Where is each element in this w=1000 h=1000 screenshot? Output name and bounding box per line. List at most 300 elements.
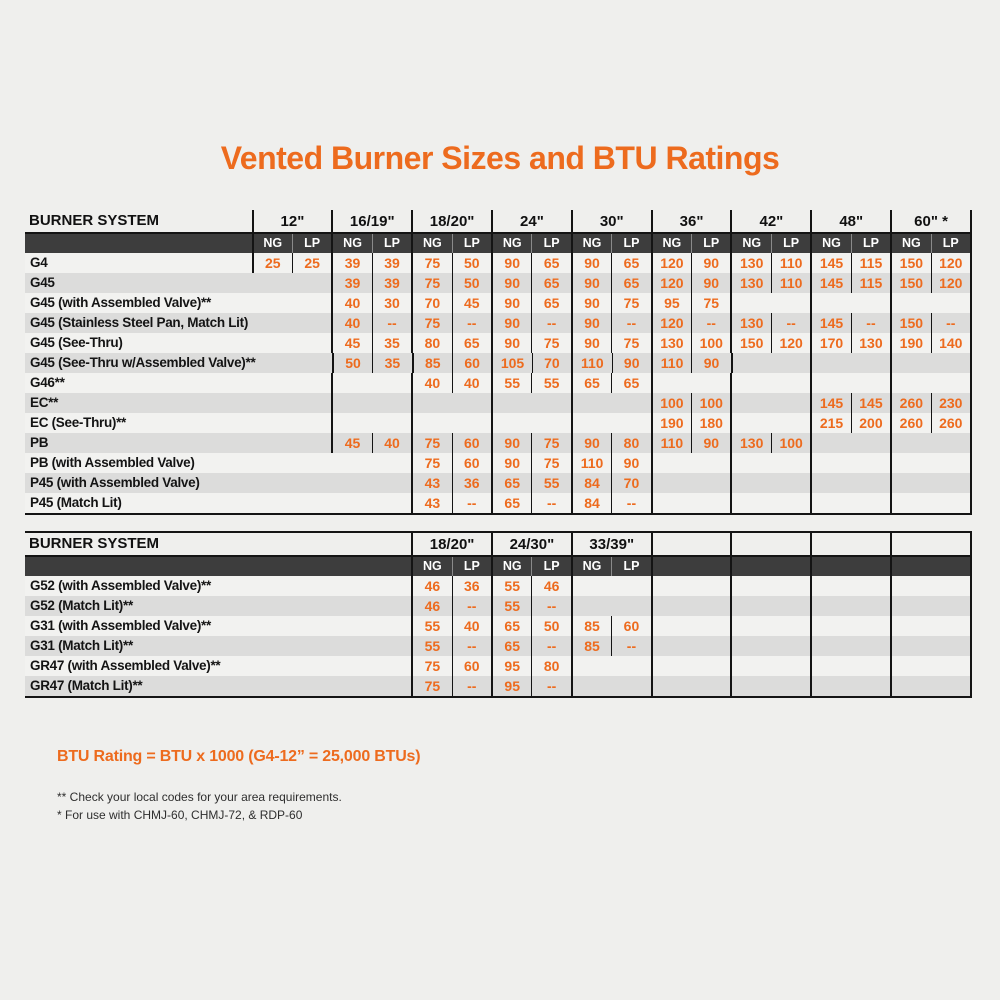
- ng-value-cell: [653, 473, 691, 493]
- lp-value-cell: --: [452, 676, 491, 696]
- value-group: [252, 333, 332, 353]
- lp-value-cell: [931, 493, 970, 513]
- value-group: [730, 596, 810, 616]
- value-group: [810, 656, 890, 676]
- size-header-cell: [810, 533, 890, 555]
- ng-value-cell: 110: [660, 355, 684, 371]
- ng-value-cell: 45: [344, 335, 361, 351]
- ng-value-cell: [812, 473, 850, 493]
- ng-value-cell: 90: [584, 295, 600, 311]
- table-row: [25, 273, 970, 293]
- value-group: [810, 313, 890, 333]
- lp-value-cell: [931, 616, 970, 636]
- value-group: [810, 433, 890, 453]
- lp-value-cell: [691, 473, 730, 493]
- lp-header-cell: LP: [851, 234, 890, 253]
- ng-value-cell: 120: [660, 315, 684, 331]
- lp-value-cell: 65: [452, 333, 491, 353]
- ng-value-cell: [653, 616, 691, 636]
- value-group: [810, 373, 890, 393]
- value-group: [730, 253, 810, 273]
- burner-name-cell: G45: [30, 275, 55, 290]
- ng-value-cell: 90: [504, 335, 520, 351]
- ng-value-cell: 55: [504, 578, 520, 594]
- ng-value-cell: 75: [424, 275, 441, 291]
- lp-value-cell: 100: [691, 333, 730, 353]
- subheader-group: [890, 234, 970, 253]
- lp-value-cell: [531, 393, 570, 413]
- ng-value-cell: 55: [504, 598, 520, 614]
- value-group: [411, 333, 491, 353]
- lp-value-cell: [931, 293, 970, 313]
- burner-name-cell: G46**: [30, 375, 65, 390]
- table-row: [25, 253, 970, 273]
- ng-value-cell: 55: [504, 375, 520, 391]
- lp-value-cell: 120: [771, 333, 810, 353]
- ng-header-cell: NG: [502, 236, 522, 250]
- lp-value-cell: [372, 413, 411, 433]
- table-row: [25, 576, 970, 596]
- value-group: [571, 616, 651, 636]
- lp-value-cell: [851, 293, 890, 313]
- table-header-row: [25, 210, 970, 234]
- ng-value-cell: [812, 676, 850, 696]
- ng-value-cell: [892, 616, 930, 636]
- ng-value-cell: [493, 393, 531, 413]
- size-header-cell: 42": [730, 210, 810, 232]
- value-group: [890, 636, 970, 656]
- lp-value-cell: 35: [372, 333, 411, 353]
- ng-value-cell: [653, 576, 691, 596]
- value-group: [491, 616, 571, 636]
- value-group: [491, 273, 571, 293]
- ng-value-cell: [732, 293, 770, 313]
- value-group: [411, 453, 491, 473]
- ng-value-cell: [573, 676, 611, 696]
- lp-value-cell: [851, 656, 890, 676]
- value-group: [571, 493, 651, 513]
- ng-value-cell: 90: [504, 455, 520, 471]
- lp-value-cell: [372, 493, 411, 513]
- ng-value-cell: [732, 676, 770, 696]
- lp-value-cell: [372, 393, 411, 413]
- ng-value-cell: [573, 596, 611, 616]
- ng-value-cell: 50: [345, 355, 361, 371]
- lp-value-cell: [691, 453, 730, 473]
- lp-value-cell: 46: [531, 576, 570, 596]
- subheader-spacer: [25, 234, 252, 253]
- lp-value-cell: 75: [611, 333, 650, 353]
- ng-value-cell: 45: [344, 435, 361, 451]
- lp-value-cell: 36: [452, 473, 491, 493]
- lp-value-cell: 70: [611, 473, 650, 493]
- table-row: [25, 293, 970, 313]
- ng-value-cell: [732, 393, 770, 413]
- value-group: [731, 353, 811, 373]
- value-group: [730, 373, 810, 393]
- ng-value-cell: [892, 433, 930, 453]
- ng-value-cell: [653, 493, 691, 513]
- burner-name-cell: PB (with Assembled Valve): [30, 455, 195, 470]
- value-group: [571, 333, 651, 353]
- ng-value-cell: 260: [899, 415, 924, 431]
- ng-value-cell: 150: [899, 255, 924, 271]
- lp-value-cell: [611, 656, 650, 676]
- value-group: [890, 353, 970, 373]
- value-group: [571, 353, 651, 373]
- value-group: [810, 273, 890, 293]
- ng-value-cell: 130: [740, 315, 764, 331]
- lp-value-cell: [851, 596, 890, 616]
- value-group: [252, 273, 332, 293]
- lp-header-cell: LP: [691, 234, 730, 253]
- value-group: [651, 656, 731, 676]
- lp-value-cell: [372, 453, 411, 473]
- ng-value-cell: [892, 656, 930, 676]
- value-group: [651, 253, 731, 273]
- ng-value-cell: 75: [424, 435, 441, 451]
- ng-value-cell: [812, 576, 850, 596]
- lp-value-cell: 55: [531, 473, 570, 493]
- vented-burner-table-1: [25, 210, 972, 515]
- subheader-group: [411, 557, 491, 576]
- lp-value-cell: [851, 576, 890, 596]
- lp-value-cell: [771, 453, 810, 473]
- size-header-cell: 12": [252, 210, 332, 232]
- value-group: [810, 393, 890, 413]
- value-group: [571, 293, 651, 313]
- table-row: [25, 373, 970, 393]
- lp-value-cell: [771, 616, 810, 636]
- ng-value-cell: [653, 676, 691, 696]
- ng-value-cell: 84: [584, 495, 600, 511]
- lp-value-cell: [931, 636, 970, 656]
- ng-value-cell: 80: [424, 335, 441, 351]
- value-group: [411, 253, 491, 273]
- value-group: [411, 393, 491, 413]
- value-group: [571, 273, 651, 293]
- ng-value-cell: [732, 413, 770, 433]
- lp-value-cell: [851, 353, 890, 373]
- ng-header-cell: NG: [742, 236, 762, 250]
- value-group: [411, 636, 491, 656]
- burner-name-cell: G45 (See-Thru w/Assembled Valve)**: [30, 355, 256, 370]
- lp-value-cell: --: [611, 636, 650, 656]
- value-group: [331, 493, 411, 513]
- ng-header-cell: NG: [423, 559, 442, 573]
- ng-value-cell: 55: [424, 638, 441, 654]
- ng-header-cell: NG: [263, 236, 283, 250]
- lp-value-cell: [691, 656, 730, 676]
- value-group: [252, 373, 332, 393]
- ng-value-cell: 190: [660, 415, 684, 431]
- value-group: [491, 676, 571, 696]
- lp-value-cell: 115: [851, 273, 890, 293]
- lp-value-cell: [771, 656, 810, 676]
- lp-value-cell: [372, 373, 411, 393]
- lp-header-cell: LP: [531, 234, 570, 253]
- lp-value-cell: [292, 333, 331, 353]
- lp-value-cell: [452, 413, 491, 433]
- value-group: [411, 656, 491, 676]
- value-group: [331, 333, 411, 353]
- ng-value-cell: [812, 596, 850, 616]
- lp-value-cell: 55: [531, 373, 570, 393]
- value-group: [890, 273, 970, 293]
- table-row: [25, 333, 970, 353]
- ng-value-cell: [653, 656, 691, 676]
- subheader-group: [730, 557, 810, 576]
- value-group: [890, 293, 970, 313]
- value-group: [730, 413, 810, 433]
- lp-value-cell: --: [691, 313, 730, 333]
- value-group: [411, 493, 491, 513]
- lp-value-cell: [931, 596, 970, 616]
- ng-value-cell: [653, 636, 691, 656]
- ng-value-cell: [333, 493, 371, 513]
- value-group: [252, 453, 332, 473]
- value-group: [571, 636, 651, 656]
- subheader-group: [491, 234, 571, 253]
- value-group: [491, 636, 571, 656]
- value-group: [571, 473, 651, 493]
- value-group: [890, 373, 970, 393]
- lp-header-cell: LP: [372, 234, 411, 253]
- ng-header-cell: NG: [423, 236, 442, 250]
- value-group: [252, 413, 332, 433]
- ng-value-cell: [653, 596, 691, 616]
- value-group: [810, 576, 890, 596]
- ng-value-cell: [812, 373, 850, 393]
- value-group: [331, 433, 411, 453]
- ng-value-cell: 90: [504, 255, 520, 271]
- ng-value-cell: 75: [424, 678, 441, 694]
- subheader-bar: [25, 557, 970, 576]
- size-header-cell: 36": [651, 210, 731, 232]
- value-group: [890, 493, 970, 513]
- lp-value-cell: 65: [611, 253, 650, 273]
- lp-value-cell: 180: [691, 413, 730, 433]
- ng-value-cell: 110: [660, 435, 684, 451]
- value-group: [411, 596, 491, 616]
- value-group: [730, 656, 810, 676]
- ng-value-cell: [812, 433, 850, 453]
- burner-name-cell: EC (See-Thru)**: [30, 415, 127, 430]
- ng-value-cell: 120: [660, 275, 684, 291]
- lp-header-cell: LP: [611, 557, 650, 576]
- lp-value-cell: 120: [931, 253, 970, 273]
- ng-value-cell: 85: [584, 638, 600, 654]
- lp-value-cell: 65: [531, 293, 570, 313]
- value-group: [491, 333, 571, 353]
- page-title: Vented Burner Sizes and BTU Ratings: [220, 140, 780, 176]
- table-row: [25, 473, 970, 493]
- lp-value-cell: 110: [771, 273, 810, 293]
- ng-value-cell: [892, 293, 930, 313]
- value-group: [331, 413, 411, 433]
- ng-value-cell: [892, 636, 930, 656]
- size-header-cell: 16/19": [331, 210, 411, 232]
- ng-value-cell: 70: [424, 295, 441, 311]
- value-group: [651, 393, 731, 413]
- value-group: [571, 253, 651, 273]
- ng-value-cell: 130: [740, 255, 764, 271]
- lp-header-cell: LP: [771, 234, 810, 253]
- value-group: [651, 453, 731, 473]
- value-group: [252, 293, 332, 313]
- burner-name-cell: G52 (Match Lit)**: [30, 598, 133, 613]
- value-group: [252, 433, 332, 453]
- table-row: [25, 616, 970, 636]
- ng-value-cell: [653, 373, 691, 393]
- ng-value-cell: 95: [664, 295, 680, 311]
- value-group: [252, 493, 332, 513]
- lp-value-cell: 40: [452, 616, 491, 636]
- value-group: [890, 333, 970, 353]
- lp-value-cell: [531, 413, 570, 433]
- ng-value-cell: [892, 596, 930, 616]
- lp-value-cell: --: [851, 313, 890, 333]
- ng-value-cell: [254, 333, 292, 353]
- lp-value-cell: [931, 676, 970, 696]
- ng-value-cell: 39: [344, 255, 361, 271]
- lp-value-cell: --: [452, 636, 491, 656]
- ng-value-cell: [254, 313, 292, 333]
- value-group: [890, 413, 970, 433]
- value-group: [571, 656, 651, 676]
- burner-system-header: BURNER SYSTEM: [29, 535, 160, 552]
- value-group: [571, 313, 651, 333]
- lp-value-cell: [292, 433, 331, 453]
- ng-header-cell: NG: [662, 236, 682, 250]
- lp-value-cell: 100: [771, 433, 810, 453]
- lp-value-cell: 90: [691, 353, 730, 373]
- lp-value-cell: 50: [531, 616, 570, 636]
- lp-value-cell: 45: [452, 293, 491, 313]
- lp-value-cell: [372, 473, 411, 493]
- ng-value-cell: 75: [424, 255, 441, 271]
- lp-value-cell: [691, 576, 730, 596]
- subheader-group: [651, 234, 731, 253]
- value-group: [331, 313, 411, 333]
- value-group: [651, 576, 731, 596]
- subheader-bar: [25, 234, 970, 253]
- ng-value-cell: 85: [584, 618, 600, 634]
- table-row: [25, 453, 970, 473]
- value-group: [331, 293, 411, 313]
- value-group: [730, 676, 810, 696]
- footnote-local-codes: ** Check your local codes for your area requirements.: [57, 790, 342, 804]
- lp-value-cell: 60: [452, 353, 491, 373]
- value-group: [571, 393, 651, 413]
- value-group: [491, 596, 571, 616]
- value-group: [571, 676, 651, 696]
- lp-value-cell: [292, 353, 331, 373]
- lp-header-cell: LP: [452, 234, 491, 253]
- lp-value-cell: --: [771, 313, 810, 333]
- value-group: [651, 373, 731, 393]
- burner-name-cell: P45 (Match Lit): [30, 495, 122, 510]
- btu-rating-note: BTU Rating = BTU x 1000 (G4-12” = 25,000 BTUs): [57, 748, 421, 765]
- ng-header-cell: NG: [582, 236, 602, 250]
- value-group: [890, 433, 970, 453]
- ng-value-cell: 90: [584, 275, 600, 291]
- ng-value-cell: 90: [584, 315, 600, 331]
- value-group: [730, 293, 810, 313]
- value-group: [252, 313, 332, 333]
- lp-value-cell: 75: [691, 293, 730, 313]
- value-group: [890, 253, 970, 273]
- lp-value-cell: [851, 676, 890, 696]
- value-group: [890, 453, 970, 473]
- value-group: [651, 433, 731, 453]
- ng-value-cell: [254, 413, 292, 433]
- value-group: [331, 453, 411, 473]
- burner-name-cell: G4: [30, 255, 48, 270]
- value-group: [411, 293, 491, 313]
- ng-value-cell: 65: [504, 495, 520, 511]
- ng-header-cell: NG: [901, 236, 921, 250]
- ng-value-cell: [892, 493, 930, 513]
- lp-value-cell: [931, 453, 970, 473]
- lp-value-cell: [851, 453, 890, 473]
- value-group: [730, 453, 810, 473]
- value-group: [651, 313, 731, 333]
- value-group: [412, 353, 492, 373]
- value-group: [491, 253, 571, 273]
- lp-value-cell: 120: [931, 273, 970, 293]
- value-group: [571, 413, 651, 433]
- size-header-cell: 30": [571, 210, 651, 232]
- ng-value-cell: 40: [424, 375, 441, 391]
- lp-value-cell: 90: [691, 273, 730, 293]
- value-group: [411, 273, 491, 293]
- lp-value-cell: --: [531, 636, 570, 656]
- burner-name-cell: G45 (with Assembled Valve)**: [30, 295, 211, 310]
- ng-value-cell: [812, 453, 850, 473]
- ng-value-cell: 150: [740, 335, 764, 351]
- lp-value-cell: 39: [372, 273, 411, 293]
- value-group: [890, 473, 970, 493]
- lp-value-cell: [771, 353, 810, 373]
- value-group: [890, 616, 970, 636]
- lp-value-cell: [292, 393, 331, 413]
- value-group: [411, 433, 491, 453]
- ng-value-cell: [892, 453, 930, 473]
- value-group: [810, 353, 890, 373]
- lp-value-cell: 36: [452, 576, 491, 596]
- lp-value-cell: [771, 493, 810, 513]
- lp-value-cell: 115: [851, 253, 890, 273]
- lp-value-cell: [771, 393, 810, 413]
- size-header-cell: 33/39": [571, 533, 651, 555]
- value-group: [890, 313, 970, 333]
- lp-value-cell: [771, 413, 810, 433]
- lp-value-cell: [691, 636, 730, 656]
- value-group: [810, 253, 890, 273]
- lp-value-cell: 60: [452, 433, 491, 453]
- ng-value-cell: [333, 413, 371, 433]
- ng-value-cell: 215: [819, 415, 844, 431]
- lp-value-cell: [611, 393, 650, 413]
- lp-value-cell: 75: [611, 293, 650, 313]
- ng-value-cell: [254, 293, 292, 313]
- ng-value-cell: 130: [740, 435, 764, 451]
- burner-name-cell: PB: [30, 435, 49, 450]
- ng-value-cell: [573, 393, 611, 413]
- lp-value-cell: 65: [531, 273, 570, 293]
- ng-value-cell: 120: [660, 255, 684, 271]
